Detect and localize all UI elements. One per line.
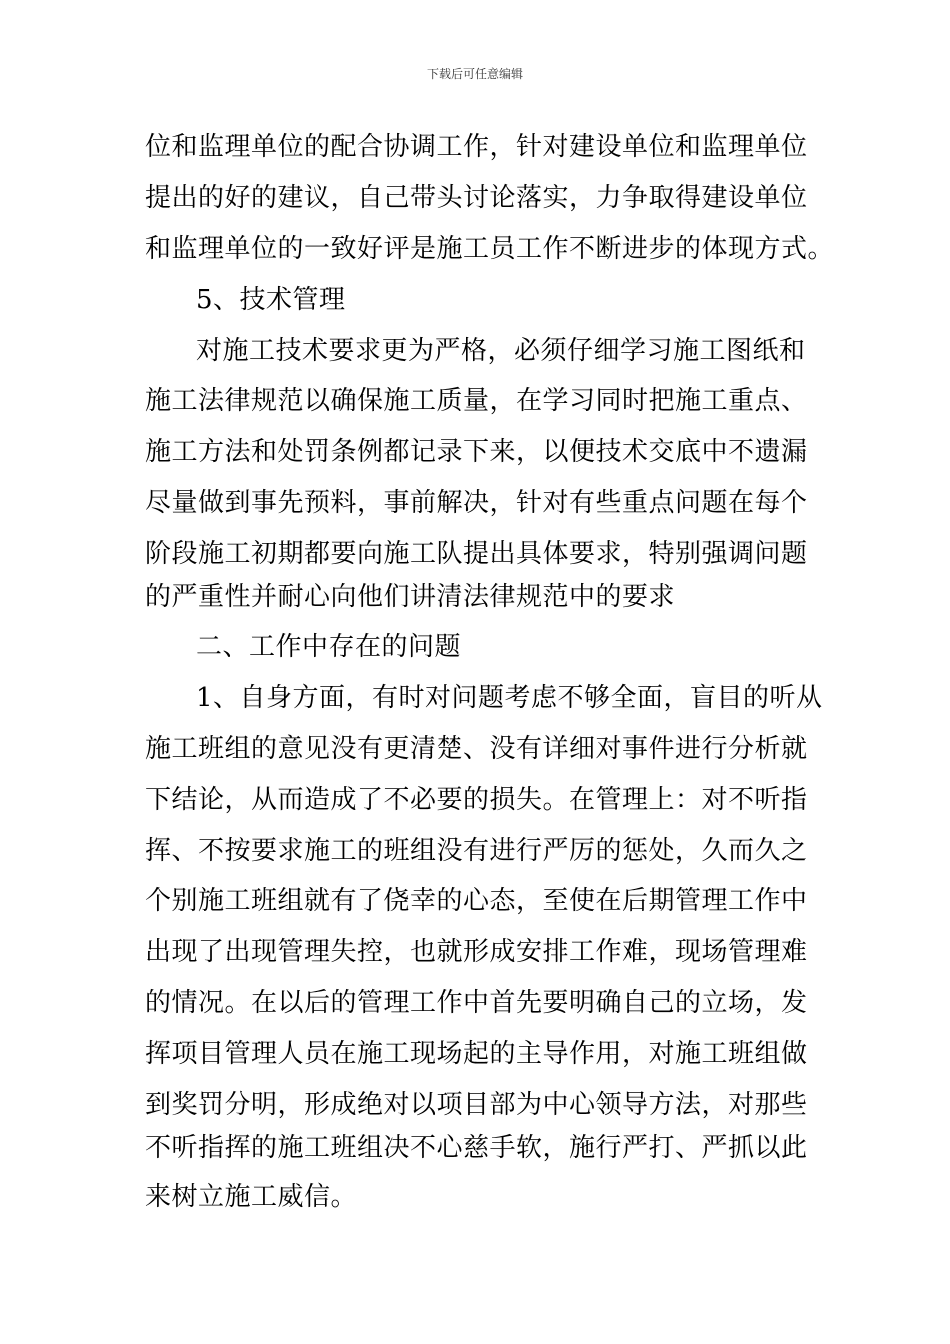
text-line: 不听指挥的施工班组决不心慈手软，施行严打、严抓以此 xyxy=(145,1133,808,1163)
text-line: 施工法律规范以确保施工质量，在学习同时把施工重点、 xyxy=(145,386,808,416)
text-line: 挥、不按要求施工的班组没有进行严厉的惩处，久而久之 xyxy=(145,836,808,866)
text-line: 到奖罚分明，形成绝对以项目部为中心领导方法，对那些 xyxy=(145,1090,808,1120)
text-line: 的情况。在以后的管理工作中首先要明确自己的立场，发 xyxy=(145,988,808,1018)
text-line: 施工方法和处罚条例都记录下来，以便技术交底中不遗漏 xyxy=(145,437,808,467)
text-line: 挥项目管理人员在施工现场起的主导作用，对施工班组做 xyxy=(145,1039,808,1069)
text-line: 位和监理单位的配合协调工作，针对建设单位和监理单位 xyxy=(145,132,808,162)
text-line: 施工班组的意见没有更清楚、没有详细对事件进行分析就 xyxy=(145,734,808,764)
text-line: 和监理单位的一致好评是施工员工作不断进步的体现方式。 xyxy=(145,234,835,264)
text-line: 提出的好的建议，自己带头讨论落实，力争取得建设单位 xyxy=(145,183,808,213)
text-line: 尽量做到事先预料，事前解决，针对有些重点问题在每个 xyxy=(145,488,808,518)
text-line: 个别施工班组就有了侥幸的心态，至使在后期管理工作中 xyxy=(145,886,808,916)
text-line: 1、自身方面，有时对问题考虑不够全面，盲目的听从 xyxy=(196,683,823,713)
text-line: 阶段施工初期都要向施工队提出具体要求，特别强调问题 xyxy=(145,539,808,569)
section-heading: 二、工作中存在的问题 xyxy=(196,632,462,662)
text-line: 的严重性并耐心向他们讲清法律规范中的要求 xyxy=(145,582,676,612)
section-heading: 5、技术管理 xyxy=(196,285,346,315)
text-line: 对施工技术要求更为严格，必须仔细学习施工图纸和 xyxy=(196,336,806,366)
text-line: 下结论，从而造成了不必要的损失。在管理上：对不听指 xyxy=(145,785,808,815)
page-header: 下载后可任意编辑 xyxy=(426,67,523,81)
text-line: 来树立施工威信。 xyxy=(145,1182,358,1212)
text-line: 出现了出现管理失控，也就形成安排工作难，现场管理难 xyxy=(145,937,808,967)
